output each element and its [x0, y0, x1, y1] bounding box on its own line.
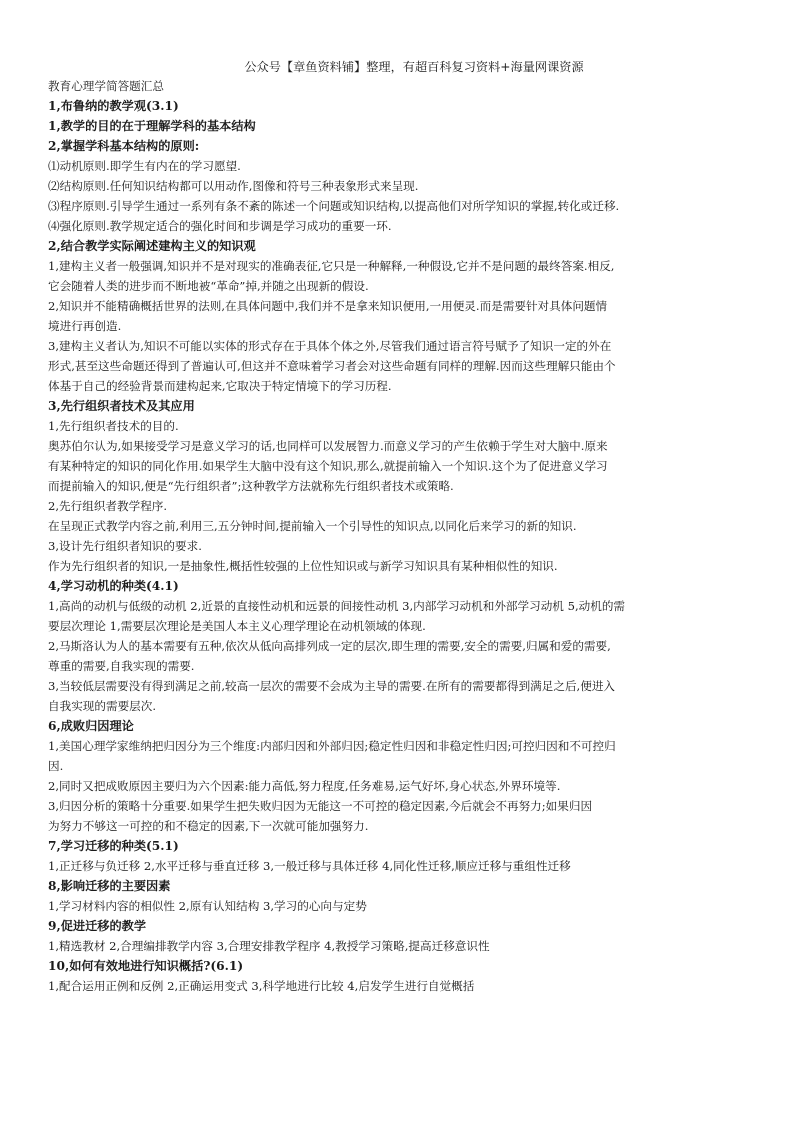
- text-line: 2,先行组织者教学程序.: [48, 499, 168, 513]
- text-line: 奥苏伯尔认为,如果接受学习是意义学习的话,也同样可以发展智力.而意义学习的产生依赖于学生对大脑中.原来: [48, 439, 608, 453]
- text-line: 尊重的需要,自我实现的需要.: [48, 659, 195, 673]
- text-line: ⑵结构原则.任何知识结构都可以用动作,图像和符号三种表象形式来呈现.: [48, 179, 419, 193]
- text-line: 因.: [48, 759, 64, 773]
- section-heading: 3,先行组织者技术及其应用: [48, 399, 195, 413]
- text-line: 3,归因分析的策略十分重要.如果学生把失败归因为无能这一不可控的稳定因素,今后就会不再努力;如果归因: [48, 799, 593, 813]
- text-line: 要层次理论 1,需要层次理论是美国人本主义心理学理论在动机领域的体现.: [48, 619, 426, 633]
- text-line: 1,高尚的动机与低级的动机 2,近景的直接性动机和远景的间接性动机 3,内部学习动机和外部学习动机 5,动机的需: [48, 599, 626, 613]
- text-line: 作为先行组织者的知识,一是抽象性,概括性较强的上位性知识或与新学习知识具有某种相似性的知识.: [48, 559, 558, 573]
- text-line: 1,美国心理学家维纳把归因分为三个维度:内部归因和外部归因;稳定性归因和非稳定性归因;可控归因和不可控归: [48, 739, 616, 753]
- text-line: 而提前输入的知识,便是“先行组织者”;这种教学方法就称先行组织者技术或策略.: [48, 479, 454, 493]
- section-heading: 9,促进迁移的教学: [48, 919, 147, 933]
- section-heading: 7,学习迁移的种类(5.1): [48, 839, 179, 853]
- section-heading: 1,教学的目的在于理解学科的基本结构: [48, 119, 256, 133]
- text-line: 为努力不够这一可控的和不稳定的因素,下一次就可能加强努力.: [48, 819, 369, 833]
- section-heading: 2,结合教学实际阐述建构主义的知识观: [48, 239, 256, 253]
- document-title: 教育心理学简答题汇总: [48, 79, 164, 93]
- section-heading: 8,影响迁移的主要因素: [48, 879, 171, 893]
- text-line: 境进行再创造.: [48, 319, 122, 333]
- text-line: 有某种特定的知识的同化作用.如果学生大脑中没有这个知识,那么,就提前输入一个知识.这个为了促进意义学习: [48, 459, 608, 473]
- text-line: 形式,甚至这些命题还得到了普遍认可,但这并不意味着学习者会对这些命题有同样的理解.因而这些理解只能由个: [48, 359, 616, 373]
- text-line: 1,精选教材 2,合理编排教学内容 3,合理安排教学程序 4,教授学习策略,提高迁移意识性: [48, 939, 490, 953]
- text-line: 3,建构主义者认为,知识不可能以实体的形式存在于具体个体之外,尽管我们通过语言符号赋予了知识一定的外在: [48, 339, 612, 353]
- section-heading: 10,如何有效地进行知识概括?(6.1): [48, 959, 244, 973]
- section-heading: 4,学习动机的种类(4.1): [48, 579, 179, 593]
- text-line: 在呈现正式教学内容之前,利用三,五分钟时间,提前输入一个引导性的知识点,以同化后来学习的新的知识.: [48, 519, 577, 533]
- text-line: ⑷强化原则.教学规定适合的强化时间和步调是学习成功的重要一环.: [48, 219, 392, 233]
- text-line: ⑶程序原则.引导学生通过一系列有条不紊的陈述一个问题或知识结构,以提高他们对所学知识的掌握,转化或迁移.: [48, 199, 620, 213]
- section-heading: 6,成败归因理论: [48, 719, 134, 733]
- document-page: [48, 58, 772, 996]
- text-line: 自我实现的需要层次.: [48, 699, 157, 713]
- text-line: 3,设计先行组织者知识的要求.: [48, 539, 202, 553]
- text-line: 1,学习材料内容的相似性 2,原有认知结构 3,学习的心向与定势: [48, 899, 367, 913]
- text-line: 1,建构主义者一般强调,知识并不是对现实的准确表征,它只是一种解释,一种假设,它并不是问题的最终答案.相反,: [48, 259, 615, 273]
- text-line: 2,知识并不能精确概括世界的法则,在具体问题中,我们并不是拿来知识便用,一用便灵.而是需要针对具体问题情: [48, 299, 608, 313]
- section-heading: 2,掌握学科基本结构的原则:: [48, 139, 200, 153]
- text-line: 1,先行组织者技术的目的.: [48, 419, 179, 433]
- document-body: [48, 96, 772, 996]
- text-line: 1,配合运用正例和反例 2,正确运用变式 3,科学地进行比较 4,启发学生进行自觉概括: [48, 979, 475, 993]
- text-line: 3,当较低层需要没有得到满足之前,较高一层次的需要不会成为主导的需要.在所有的需要都得到满足之后,便进入: [48, 679, 616, 693]
- text-line: 它会随着人类的进步而不断地被“革命”掉,并随之出现新的假设.: [48, 279, 369, 293]
- text-line: 1,正迁移与负迁移 2,水平迁移与垂直迁移 3,一般迁移与具体迁移 4,同化性迁移,顺应迁移与重组性迁移: [48, 859, 571, 873]
- text-line: ⑴动机原则.即学生有内在的学习愿望.: [48, 159, 241, 173]
- section-heading: 1,布鲁纳的教学观(3.1): [48, 99, 179, 113]
- text-line: 2,同时又把成败原因主要归为六个因素:能力高低,努力程度,任务难易,运气好坏,身心状态,外界环境等.: [48, 779, 561, 793]
- text-line: 2,马斯洛认为人的基本需要有五种,依次从低向高排列成一定的层次,即生理的需要,安全的需要,归属和爱的需要,: [48, 639, 611, 653]
- page-header: 公众号【章鱼资料铺】整理，有超百科复习资料+海量网课资源: [244, 60, 584, 74]
- text-line: 体基于自己的经验背景而建构起来,它取决于特定情境下的学习历程.: [48, 379, 392, 393]
